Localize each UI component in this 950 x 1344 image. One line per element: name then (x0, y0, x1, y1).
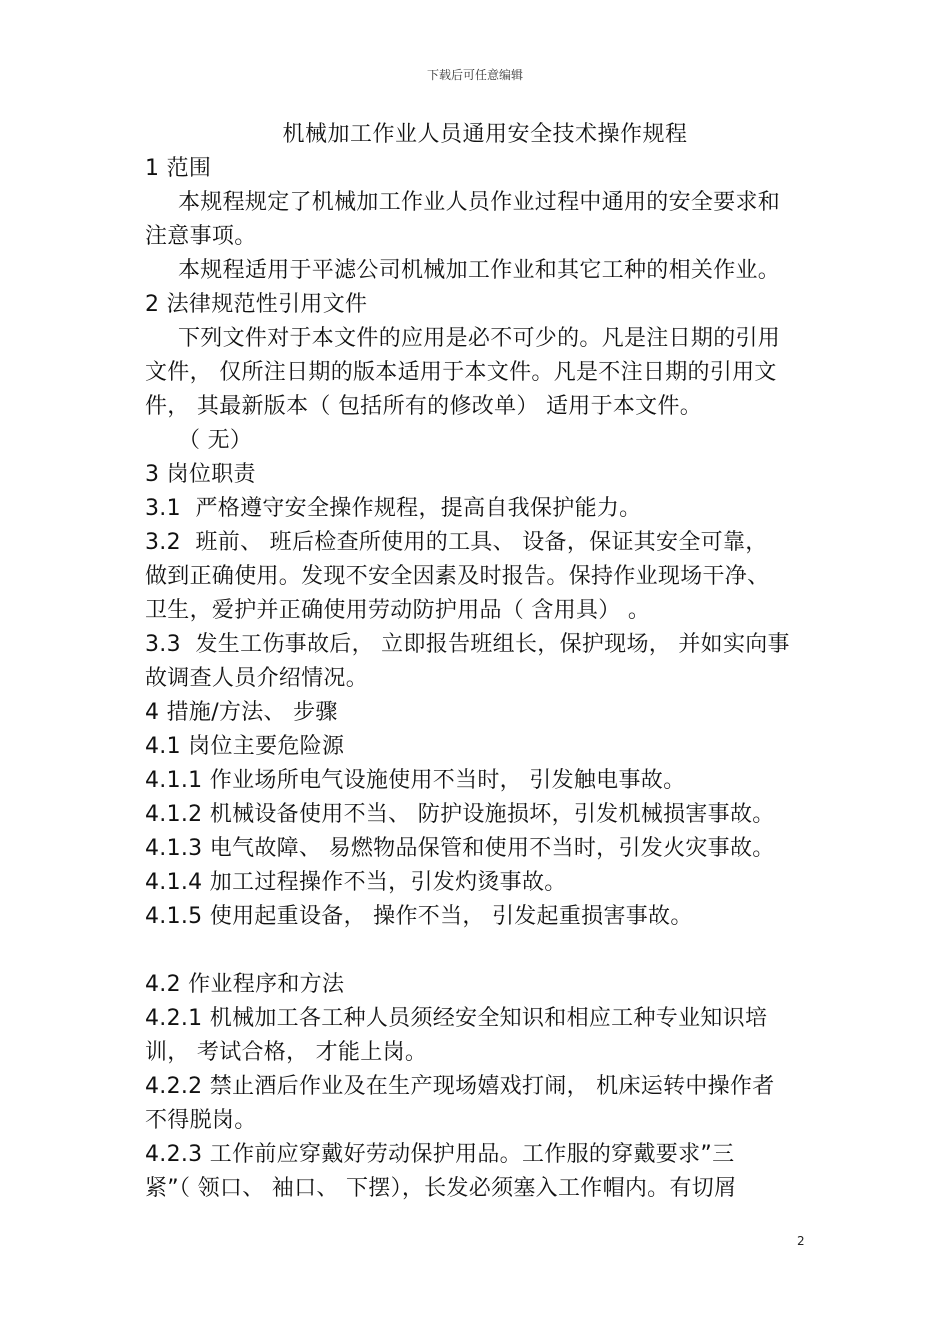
page-number: 2 (797, 1234, 805, 1248)
clause-line: 4.1.3 电气故障、 易燃物品保管和使用不当时，引发火灾事故。 (145, 836, 775, 861)
paragraph-line: 本规程规定了机械加工作业人员作业过程中通用的安全要求和 (178, 190, 781, 215)
section-heading: 2 法律规范性引用文件 (145, 292, 368, 317)
subsection-heading: 4.1 岗位主要危险源 (145, 734, 345, 759)
document-title: 机械加工作业人员通用安全技术操作规程 (282, 122, 688, 147)
paragraph-line: 件， 其最新版本（ 包括所有的修改单） 适用于本文件。 (145, 394, 703, 419)
clause-line: 3.1 严格遵守安全操作规程，提高自我保护能力。 (145, 496, 642, 521)
paragraph-line: （ 无） (178, 428, 253, 453)
clause-line: 3.3 发生工伤事故后， 立即报告班组长，保护现场， 并如实向事 (145, 632, 790, 657)
clause-line: 4.1.2 机械设备使用不当、 防护设施损坏，引发机械损害事故。 (145, 802, 775, 827)
clause-line: 4.1.5 使用起重设备， 操作不当， 引发起重损害事故。 (145, 904, 693, 929)
clause-line: 紧”（ 领口、 袖口、 下摆），长发必须塞入工作帽内。有切屑 (145, 1176, 737, 1201)
clause-line: 卫生，爱护并正确使用劳动防护用品（ 含用具） 。 (145, 598, 651, 623)
clause-line: 4.2.1 机械加工各工种人员须经安全知识和相应工种专业知识培 (145, 1006, 768, 1031)
paragraph-line: 注意事项。 (145, 224, 257, 249)
clause-line: 4.2.3 工作前应穿戴好劳动保护用品。工作服的穿戴要求”三 (145, 1142, 735, 1167)
header-note: 下载后可任意编辑 (426, 68, 523, 82)
clause-line: 4.1.4 加工过程操作不当，引发灼烫事故。 (145, 870, 567, 895)
paragraph-line: 本规程适用于平滤公司机械加工作业和其它工种的相关作业。 (178, 258, 781, 283)
section-heading: 3 岗位职责 (145, 462, 256, 487)
paragraph-line: 下列文件对于本文件的应用是必不可少的。凡是注日期的引用 (178, 326, 781, 351)
subsection-heading: 4.2 作业程序和方法 (145, 972, 345, 997)
clause-line: 训， 考试合格， 才能上岗。 (145, 1040, 428, 1065)
blank-line (145, 934, 825, 968)
document-body (145, 118, 825, 1206)
clause-line: 4.2.2 禁止酒后作业及在生产现场嬉戏打闹， 机床运转中操作者 (145, 1074, 775, 1099)
clause-line: 故调查人员介绍情况。 (145, 666, 369, 691)
clause-line: 做到正确使用。发现不安全因素及时报告。保持作业现场干净、 (145, 564, 770, 589)
section-heading: 1 范围 (145, 156, 212, 181)
clause-line: 3.2 班前、 班后检查所使用的工具、 设备，保证其安全可靠， (145, 530, 768, 555)
section-heading: 4 措施/方法、 步骤 (145, 700, 338, 725)
paragraph-line: 文件， 仅所注日期的版本适用于本文件。凡是不注日期的引用文 (145, 360, 777, 385)
clause-line: 4.1.1 作业场所电气设施使用不当时， 引发触电事故。 (145, 768, 686, 793)
clause-line: 不得脱岗。 (145, 1108, 257, 1133)
